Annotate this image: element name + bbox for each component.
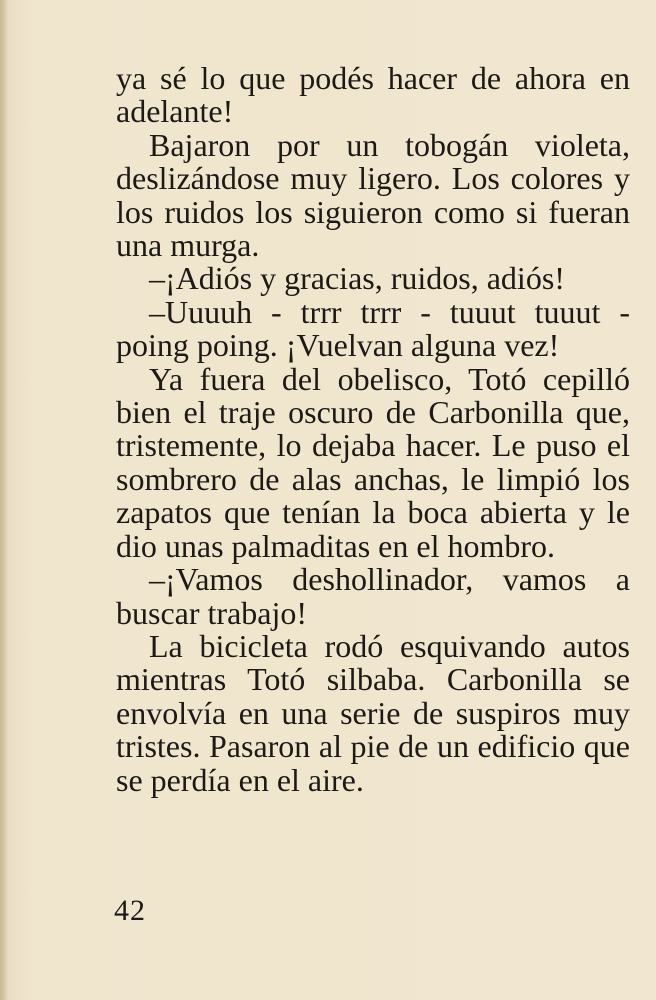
paragraph: –¡Vamos deshollinador, vamos a buscar trabajo! bbox=[116, 561, 630, 631]
page-number: 42 bbox=[114, 894, 146, 927]
body-text bbox=[116, 62, 630, 797]
paragraph: Bajaron por un tobogán violeta, deslizándose muy ligero. Los colores y los ruidos los siguieron como si fueran una murga. bbox=[116, 126, 630, 264]
paragraph: Ya fuera del obelisco, Totó cepilló bien el traje oscuro de Carbonilla que, tristemente, lo dejaba hacer. Le puso el sombrero de alas anchas, le limpió los zapatos que tenían la boca abierta y le dio unas palmaditas en el hombro. bbox=[116, 360, 630, 564]
paragraph: –¡Adiós y gracias, ruidos, adiós! bbox=[149, 260, 565, 297]
paragraph: La bicicleta rodó esquivando autos mientras Totó silbaba. Carbonilla se envolvía en una serie de suspiros muy tristes. Pasaron al pie de un edificio que se perdía en el aire. bbox=[116, 627, 630, 798]
paragraph: –Uuuuh - trrr trrr - tuuut tuuut - poing poing. ¡Vuelvan alguna vez! bbox=[116, 293, 630, 364]
spine-shadow bbox=[0, 0, 8, 1000]
paragraph: ya sé lo que podés hacer de ahora en adelante! bbox=[116, 60, 630, 130]
